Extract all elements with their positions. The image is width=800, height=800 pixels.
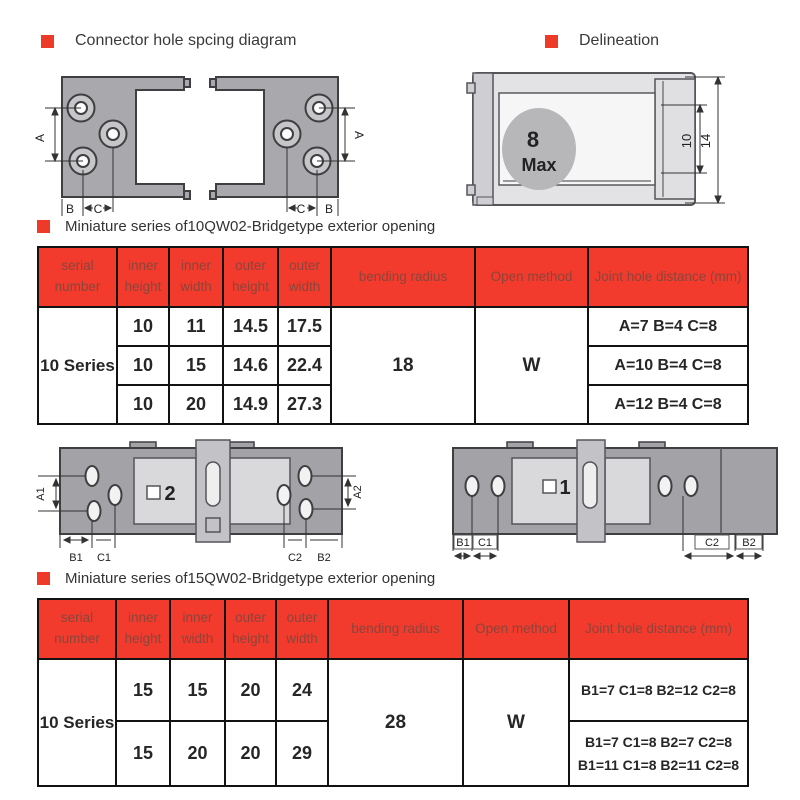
link-body-shape [467,73,695,205]
outer-width-cell: 24 [276,659,328,721]
outer-width-cell: 27.3 [278,385,331,424]
joint-hole-cell: A=12 B=4 C=8 [588,385,748,424]
col-header-serial: serial number [38,247,117,307]
dim-label-c1: C1 [477,537,493,549]
max-word-label: Max [521,155,557,175]
spec-table-15qw02 [37,598,749,787]
heading-table1-label: Miniature series of10QW02-Bridgetype exterior opening [65,218,436,235]
inner-width-cell: 11 [169,307,223,346]
col-header-inner-height: inner height [116,599,170,659]
spec-table-10qw02 [37,246,749,425]
col-header-outer-width: outer width [276,599,328,659]
max-value-label: 8 [526,127,540,152]
red-square-bullet-icon [41,35,54,48]
col-header-inner-width: inner width [169,247,223,307]
heading-table2-label: Miniature series of15QW02-Bridgetype exterior opening [65,570,436,587]
open-method-cell: W [475,307,588,424]
inner-height-cell: 10 [117,307,169,346]
dim-label-14: 14 [698,133,713,149]
dim-label-c-right: C [296,202,306,216]
joint-hole-diagram-type2 [30,434,365,566]
dim-label-a-left: A [33,133,47,143]
outer-height-cell: 14.6 [223,346,278,385]
dim-label-b-left: B [65,202,75,216]
dim-label-c2: C2 [287,552,303,564]
outer-width-cell: 29 [276,721,328,786]
dim-label-c-left: C [93,202,103,216]
col-header-open-method: Open method [463,599,569,659]
table-header-row [38,599,748,659]
col-header-joint-hole: Joint hole distance (mm) [588,247,748,307]
red-square-bullet-icon [37,220,50,233]
outer-width-cell: 17.5 [278,307,331,346]
dim-label-b1: B1 [456,537,470,549]
col-header-inner-width: inner width [170,599,225,659]
table-header-row [38,247,748,307]
open-method-cell: W [463,659,569,786]
serial-number-cell: 10 Series [38,307,117,424]
red-square-bullet-icon [545,35,558,48]
type-number-label: 1 [559,477,571,499]
heading-table1 [37,218,435,235]
heading-table2 [37,570,435,587]
col-header-outer-height: outer height [225,599,276,659]
serial-number-cell: 10 Series [38,659,116,786]
bending-radius-cell: 28 [328,659,463,786]
dim-label-b1: B1 [69,552,83,564]
col-header-serial: serial number [38,599,116,659]
type-square-icon [147,486,160,499]
inner-width-cell: 15 [169,346,223,385]
col-header-outer-height: outer height [223,247,278,307]
red-square-bullet-icon [37,572,50,585]
connector-hole-spacing-diagram [33,62,367,220]
heading-delineation [545,32,659,50]
type-number-label: 2 [164,483,176,505]
inner-height-cell: 10 [117,385,169,424]
inner-width-cell: 20 [169,385,223,424]
joint-hole-line1: B1=7 C1=8 B2=7 C2=8 [584,734,733,751]
joint-hole-cell: A=10 B=4 C=8 [588,346,748,385]
inner-height-cell: 15 [116,721,170,786]
dim-label-b-right: B [324,202,334,216]
heading-delineation-label: Delineation [579,32,660,49]
inner-width-cell: 20 [170,721,225,786]
dim-label-c1: C1 [96,552,112,564]
outer-height-cell: 14.5 [223,307,278,346]
outer-height-cell: 20 [225,659,276,721]
table-row [38,307,748,346]
dim-label-a2: A2 [352,485,364,499]
col-header-outer-width: outer width [278,247,331,307]
delineation-diagram [455,53,795,223]
dim-label-b2: B2 [317,552,331,564]
dim-label-10: 10 [679,133,694,149]
col-header-bending-radius: bending radius [331,247,475,307]
outer-height-cell: 20 [225,721,276,786]
joint-hole-cell: B1=7 C1=8 B2=12 C2=8 [569,659,748,721]
col-header-open-method: Open method [475,247,588,307]
dim-label-b2: B2 [742,537,756,549]
heading-connector [41,32,296,50]
dim-label-a1: A1 [35,487,47,501]
inner-width-cell: 15 [170,659,225,721]
joint-hole-cell [569,721,748,786]
outer-width-cell: 22.4 [278,346,331,385]
dim-label-a-right: A [352,130,366,140]
dim-label-c2: C2 [704,537,720,549]
col-header-bending-radius: bending radius [328,599,463,659]
col-header-joint-hole: Joint hole distance (mm) [569,599,748,659]
joint-hole-diagram-type1 [443,434,788,566]
joint-hole-line2: B1=11 C1=8 B2=11 C2=8 [577,756,740,773]
col-header-inner-height: inner height [117,247,169,307]
inner-height-cell: 15 [116,659,170,721]
type-square-icon [543,480,556,493]
chain-bar-shape [60,440,342,542]
bending-radius-cell: 18 [331,307,475,424]
outer-height-cell: 14.9 [223,385,278,424]
joint-hole-cell: A=7 B=4 C=8 [588,307,748,346]
heading-connector-label: Connector hole spcing diagram [75,32,297,49]
inner-height-cell: 10 [117,346,169,385]
table-row [38,659,748,721]
